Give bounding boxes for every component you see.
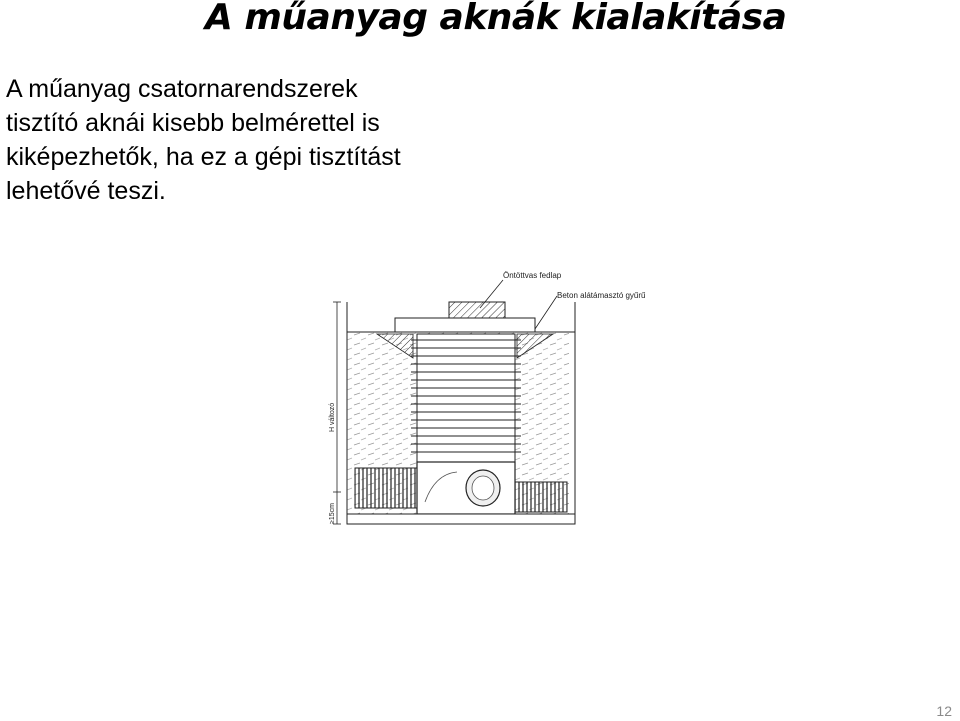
outlet-inner	[472, 476, 494, 500]
pipe-right	[515, 482, 567, 512]
cast-iron-cover	[449, 302, 505, 318]
pipe-left	[355, 468, 417, 508]
body-line: lehetővé teszi.	[6, 177, 166, 205]
support-ring	[395, 318, 535, 332]
label-ring: Beton alátámasztó gyűrű	[557, 291, 646, 300]
base-slab	[347, 514, 575, 524]
label-cover: Öntöttvas fedlap	[503, 271, 562, 280]
shaft-body	[417, 334, 515, 462]
body-text	[6, 72, 506, 208]
body-line: tisztító aknái kisebb belmérettel is	[6, 109, 380, 137]
body-line: kiképezhetők, ha ez a gépi tisztítást	[6, 143, 401, 171]
manhole-diagram	[325, 262, 665, 537]
slide-title: A műanyag aknák kialakítása	[205, 0, 787, 38]
label-height: H változó	[329, 402, 336, 432]
label-base: ≥15cm	[329, 503, 336, 524]
body-line: A műanyag csatornarendszerek	[6, 75, 358, 103]
page-number: 12	[936, 703, 952, 719]
leader-ring	[533, 296, 557, 332]
